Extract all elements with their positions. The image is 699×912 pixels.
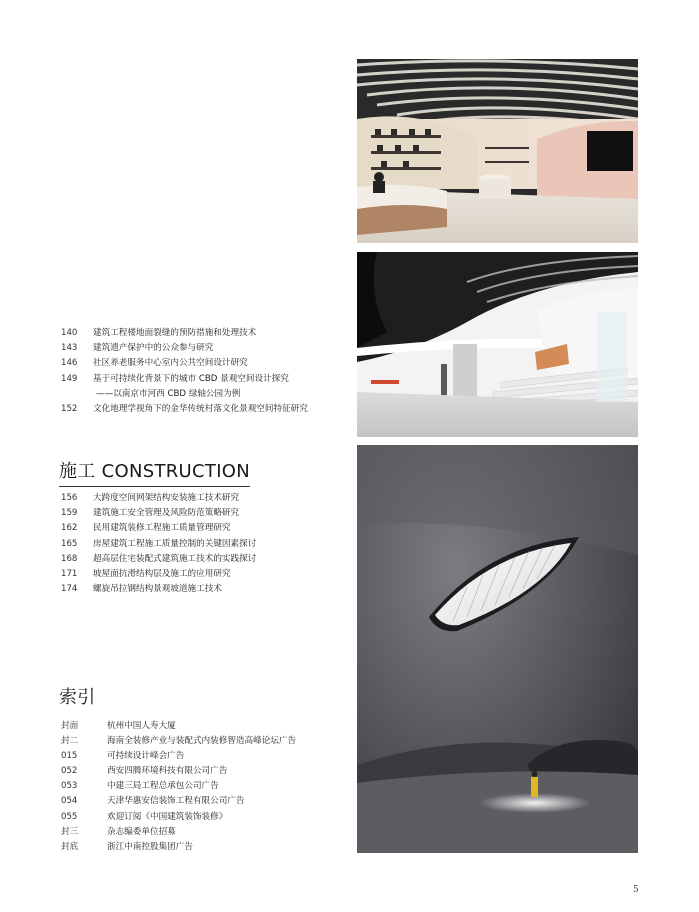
toc-page-number: 140 <box>61 328 78 338</box>
toc-entry[interactable] <box>61 582 256 597</box>
toc-entry[interactable] <box>61 341 308 356</box>
index-entry-title: 浙江中南控股集团广告 <box>107 841 193 852</box>
index-entry-title: 中建三局工程总承包公司广告 <box>107 781 219 792</box>
page-number: 5 <box>633 885 639 895</box>
toc-design-list <box>61 326 308 417</box>
index-key: 052 <box>61 766 78 777</box>
toc-entry-title: 坡屋面抗滑结构层及施工的应用研究 <box>93 569 231 580</box>
toc-entry-title: 房屋建筑工程施工质量控制的关键因素探讨 <box>93 538 257 549</box>
index-key: 封底 <box>61 841 79 852</box>
index-key: 封面 <box>61 721 79 731</box>
index-entry[interactable] <box>61 810 296 825</box>
toc-entry[interactable] <box>61 356 308 371</box>
toc-entry-title: 建筑遗产保护中的公众参与研究 <box>93 343 214 354</box>
index-key: 055 <box>61 811 78 822</box>
toc-entry-subtitle <box>61 387 308 402</box>
toc-entry[interactable] <box>61 506 256 521</box>
toc-page-number: 159 <box>61 508 78 519</box>
index-entry[interactable] <box>61 840 296 855</box>
section-heading-index: 索引 <box>59 687 96 708</box>
toc-page-number: 143 <box>61 343 78 354</box>
section-heading-construction: 施工 CONSTRUCTION <box>59 457 250 487</box>
toc-entry-title: 民用建筑装修工程施工质量管理研究 <box>93 523 231 534</box>
atrium-staircase-photo <box>357 252 638 437</box>
index-entry[interactable] <box>61 794 296 809</box>
index-entry[interactable] <box>61 825 296 840</box>
toc-page-number: 162 <box>61 523 78 534</box>
index-entry[interactable] <box>61 719 296 734</box>
toc-entry-title: 社区养老服务中心室内公共空间设计研究 <box>93 358 248 369</box>
toc-entry[interactable] <box>61 491 256 506</box>
toc-entry-title: 建筑工程楼地面裂缝的预防措施和处理技术 <box>93 328 257 338</box>
toc-entry-title: 超高层住宅装配式建筑施工技术的实践探讨 <box>93 553 257 564</box>
toc-page-number: 171 <box>61 569 78 580</box>
index-entry[interactable] <box>61 734 296 749</box>
toc-page-number: 156 <box>61 493 78 503</box>
toc-page-number: 168 <box>61 553 78 564</box>
index-entry-title: 可持续设计峰会广告 <box>107 751 185 762</box>
toc-page-number: 165 <box>61 538 78 549</box>
index-entry-title: 海南全装修产业与装配式内装修智造高峰论坛广告 <box>107 736 297 747</box>
toc-entry[interactable] <box>61 567 256 582</box>
toc-entry-title: 基于可持续化背景下的城市 CBD 景观空间设计探究 <box>93 373 289 384</box>
toc-page-number <box>61 387 93 402</box>
index-key: 封三 <box>61 826 79 837</box>
toc-page-number: 149 <box>61 373 78 384</box>
toc-entry[interactable] <box>61 402 308 417</box>
index-entry-title: 杭州中国人寿大厦 <box>107 721 176 731</box>
index-entry[interactable] <box>61 764 296 779</box>
index-entry[interactable] <box>61 779 296 794</box>
concrete-dome-figure-photo <box>357 445 638 853</box>
index-key: 封二 <box>61 736 79 747</box>
index-key: 053 <box>61 781 78 792</box>
interior-showroom-photo <box>357 59 638 243</box>
toc-entry-title: 大跨度空间网架结构安装施工技术研究 <box>93 493 240 503</box>
toc-page-number: 146 <box>61 358 78 369</box>
index-list <box>61 719 296 855</box>
index-entry-title: 天津华惠安信装饰工程有限公司广告 <box>107 796 245 807</box>
toc-page-number: 174 <box>61 584 78 595</box>
toc-entry-title: ——以南京市河西 CBD 绿轴公园为例 <box>96 388 241 399</box>
toc-entry[interactable] <box>61 537 256 552</box>
index-entry-title: 杂志编委单位招募 <box>107 826 176 837</box>
index-entry[interactable] <box>61 749 296 764</box>
index-key: 015 <box>61 751 78 762</box>
toc-entry[interactable] <box>61 326 308 341</box>
index-entry-title: 西安四腾环境科技有限公司广告 <box>107 766 228 777</box>
index-key: 054 <box>61 796 78 807</box>
toc-entry-title: 螺旋吊拉钢结构景观坡道施工技术 <box>93 584 222 595</box>
toc-entry-title: 文化地理学视角下的金华传统村落文化景观空间特征研究 <box>93 404 308 415</box>
toc-entry[interactable] <box>61 372 308 387</box>
toc-entry[interactable] <box>61 552 256 567</box>
index-entry-title: 欢迎订阅《中国建筑装饰装修》 <box>107 811 228 822</box>
toc-entry-title: 建筑施工安全管理及风险防范策略研究 <box>93 508 240 519</box>
toc-page-number: 152 <box>61 404 78 415</box>
toc-entry[interactable] <box>61 521 256 536</box>
toc-construction-list <box>61 491 256 597</box>
